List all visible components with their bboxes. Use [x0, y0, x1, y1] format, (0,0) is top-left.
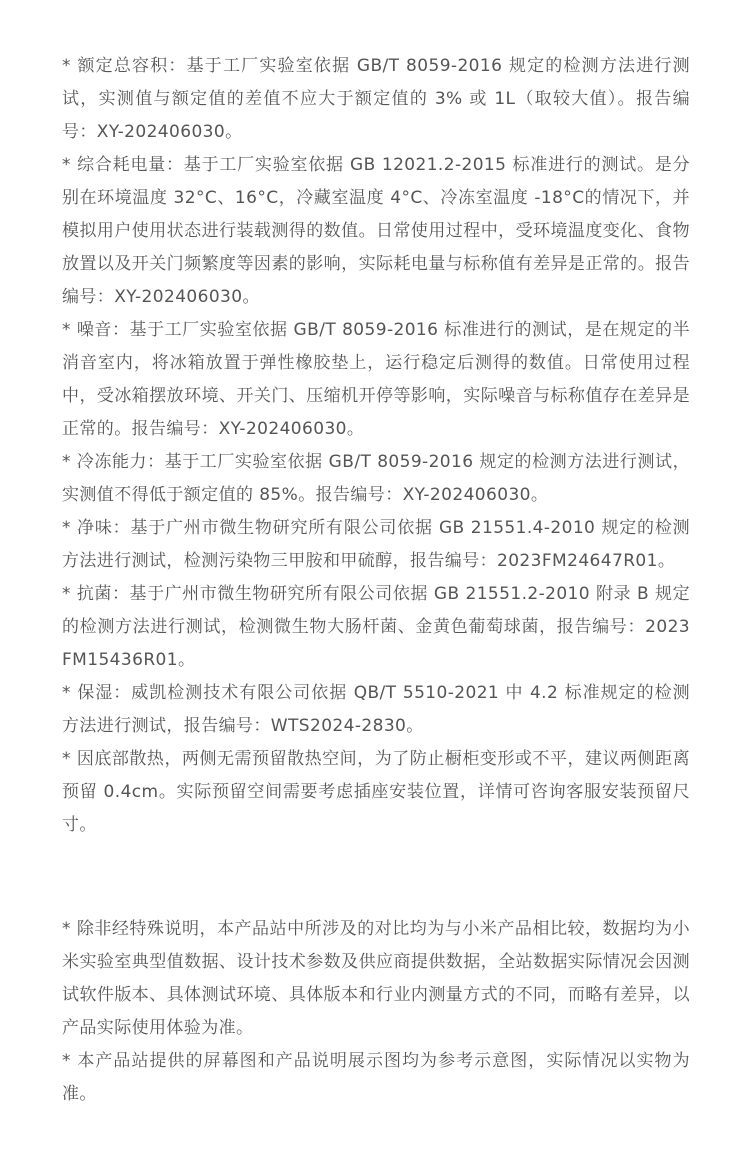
note-deodorizing: * 净味：基于广州市微生物研究所有限公司依据 GB 21551.4-2010 规定的检测方法进行测试，检测污染物三甲胺和甲硫醇，报告编号：2023FM24647R01。 — [62, 518, 690, 571]
note-image-disclaimer: * 本产品站提供的屏幕图和产品说明展示图均为参考示意图，实际情况以实物为准。 — [62, 1051, 690, 1104]
note-moisture-retention: * 保湿：威凯检测技术有限公司依据 QB/T 5510-2021 中 4.2 标准规定的检测方法进行测试，报告编号：WTS2024-2830。 — [62, 683, 690, 736]
note-power-consumption: * 综合耗电量：基于工厂实验室依据 GB 12021.2-2015 标准进行的测试。是分别在环境温度 32°C、16°C，冷藏室温度 4°C、冷冻室温度 -18°C的情况下，并模拟用户使用状态进行装载测得的数值。日常使用过程中，受环境温度变化、食物放置以及开关门频繁度等因素的影响，实际耗电量与标称值有差异是正常的。报告编号：XY-202406030。 — [62, 155, 690, 307]
test-notes-list — [62, 50, 690, 842]
note-comparison-disclaimer: * 除非经特殊说明，本产品站中所涉及的对比均为与小米产品相比较，数据均为小米实验室典型值数据、设计技术参数及供应商提供数据，全站数据实际情况会因测试软件版本、具体测试环境、具体版本和行业内测量方式的不同，而略有差异，以产品实际使用体验为准。 — [62, 919, 690, 1038]
note-freezing-capacity: * 冷冻能力：基于工厂实验室依据 GB/T 8059-2016 规定的检测方法进行测试，实测值不得低于额定值的 85%。报告编号：XY-202406030。 — [62, 452, 690, 505]
general-notes-list — [62, 913, 690, 1111]
note-rated-volume: * 额定总容积：基于工厂实验室依据 GB/T 8059-2016 规定的检测方法进行测试，实测值与额定值的差值不应大于额定值的 3% 或 1L（取较大值）。报告编号：XY-202406030。 — [62, 56, 690, 142]
note-noise: * 噪音：基于工厂实验室依据 GB/T 8059-2016 标准进行的测试，是在规定的半消音室内，将冰箱放置于弹性橡胶垫上，运行稳定后测得的数值。日常使用过程中，受冰箱摆放环境、开关门、压缩机开停等影响，实际噪音与标称值存在差异是正常的。报告编号：XY-202406030。 — [62, 320, 690, 439]
note-installation-clearance: * 因底部散热，两侧无需预留散热空间，为了防止橱柜变形或不平，建议两侧距离预留 0.4cm。实际预留空间需要考虑插座安装位置，详情可咨询客服安装预留尺寸。 — [62, 749, 690, 835]
note-antibacterial: * 抗菌：基于广州市微生物研究所有限公司依据 GB 21551.2-2010 附录 B 规定的检测方法进行测试，检测微生物大肠杆菌、金黄色葡萄球菌，报告编号：2023FM15436R01。 — [62, 584, 690, 670]
